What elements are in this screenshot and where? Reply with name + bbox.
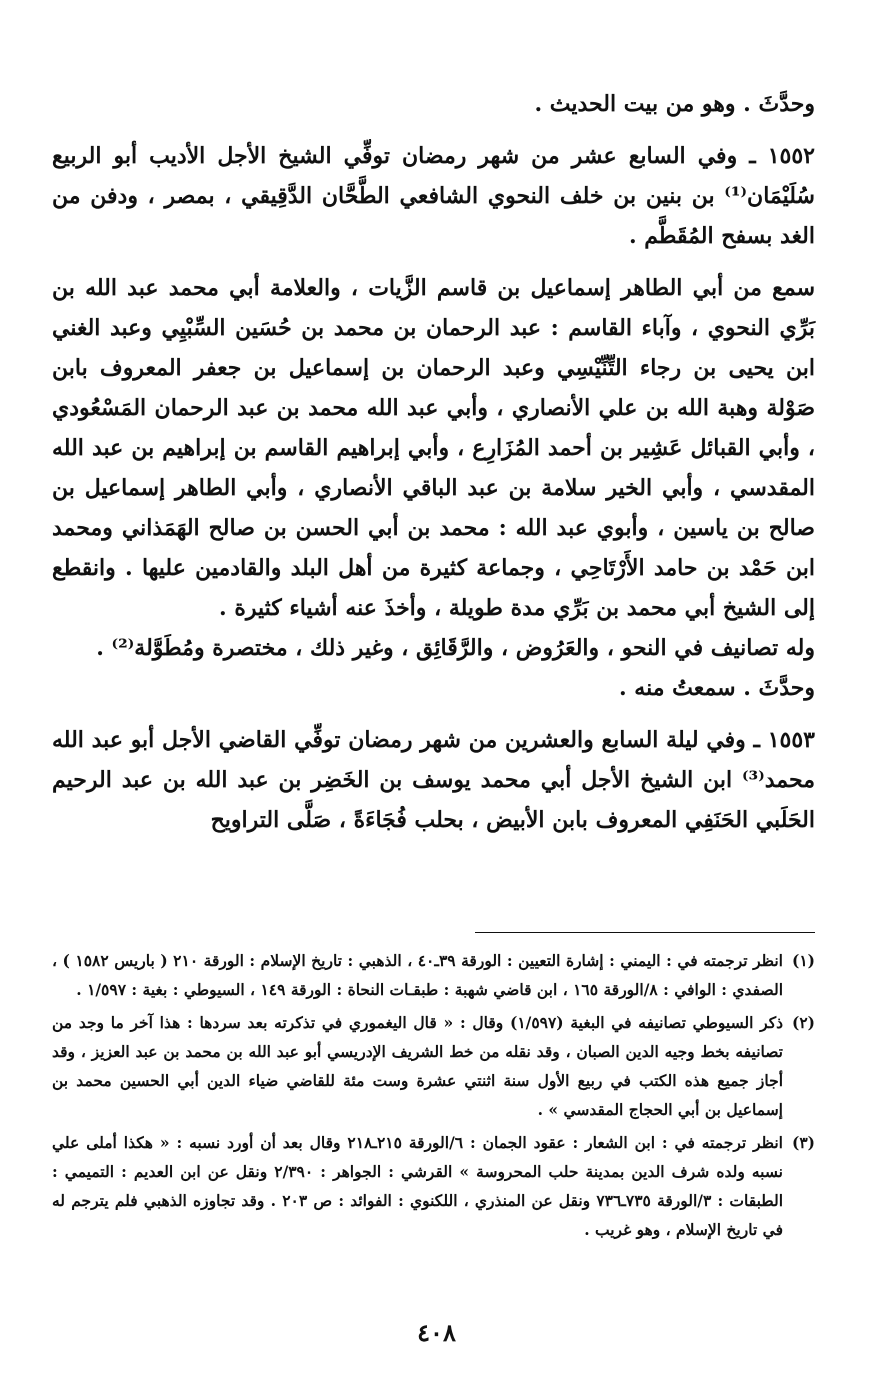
entry-1552-teachers: سمع من أبي الطاهر إسماعيل بن قاسم الزَّيات ، والعلامة أبي محمد عبد الله بن بَرِّي النحوي ، وآباء القاسم : عبد الرحمان بن محمد بن حُسَين السِّبْيِي وعبد الغني ابن يحيى بن رجاء التِّنِّيْسِي وعبد الرحمان بن إسماعيل بن جعفر المعروف بابن صَوْلة وهبة الله بن علي الأنصاري ، وأبي عبد الله محمد بن عبد الرحمان المَسْعُودي ، وأبي القبائل عَشِير بن أحمد المُزَارِع ، وأبي إبراهيم القاسم بن إبراهيم بن عبد الله المقدسي ، وأبي الخير سلامة بن عبد الباقي الأنصاري ، وأبي الطاهر إسماعيل بن صالح بن ياسين ، وأبوي عبد الله : محمد بن أبي الحسن بن صالح الهَمَذاني ومحمد ابن حَمْد بن حامد الأَرْتَاحِي ، وجماعة كثيرة من أهل البلد والقادمين عليها . وانقطع إلى الشيخ أبي محمد بن بَرِّي مدة طويلة ، وأخذَ عنه أشياء كثيرة . <box>52 275 816 621</box>
entry-1552-works: وله تصانيف في النحو ، والعَرُوض ، والرَّقَائِق ، وغير ذلك ، مختصرة ومُطَوَّلة⁽²⁾ . <box>96 635 815 661</box>
footnotes <box>52 946 815 1248</box>
main-text <box>52 84 815 840</box>
paragraph-gap <box>52 124 815 136</box>
footnote-1 <box>52 946 815 1004</box>
footnote-1-text: انظر ترجمته في : اليمني : إشارة التعيين : الورقة ٣٩ـ٤٠ ، الذهبي : تاريخ الإسلام : الورقة ٢١٠ ( باريس ١٥٨٢ ) ، الصفدي : الوافي : ٨/الورقة ١٦٥ ، ابن قاضي شهبة : طبقـات النحاة : الورقة ١٤٩ ، السيوطي : بغية : ١/٥٩٧ . <box>52 951 783 999</box>
footnote-2 <box>52 1008 815 1124</box>
paragraph-continuation: وحدَّثَ . وهو من بيت الحديث . <box>534 91 815 117</box>
entry-1552: ١٥٥٢ ـ وفي السابع عشر من شهر رمضان توفِّي الشيخ الأجل الأديب أبو الربيع سُلَيْمَان⁽¹⁾ بن بنين بن خلف النحوي الشافعي الطَّحَّان الدَّقِيقي ، بمصر ، ودفن من الغد بسفح المُقَطَّم . <box>52 143 815 249</box>
paragraph-gap <box>52 708 815 720</box>
footnote-3-mark: (٣) <box>791 1133 815 1152</box>
footnote-3 <box>52 1128 815 1244</box>
footnote-2-mark: (٢) <box>791 1013 815 1032</box>
entry-1553: ١٥٥٣ ـ وفي ليلة السابع والعشرين من شهر رمضان توفِّي القاضي الأجل أبو عبد الله محمد⁽³⁾ ابن الشيخ الأجل أبي محمد يوسف بن الخَضِر بن عبد الله بن عبد الرحيم الحَلَبي الحَنَفِي المعروف بابن الأبيض ، بحلب فُجَاءَةً ، صَلَّى التراويح <box>52 727 815 833</box>
footnote-3-text: انظر ترجمته في : ابن الشعار : عقود الجمان : ٦/الورقة ٢١٥ـ٢١٨ وقال بعد أن أورد نسبه : « هكذا أملى علي نسبه ولده شرف الدين بمدينة حلب المحروسة » القرشي : الجواهر : ٢/٣٩٠ ونقل عن ابن العديم : التميمي : الطبقات : ٣/الورقة ٧٣٥ـ٧٣٦ ونقل عن المنذري ، اللكنوي : الفوائد : ص ٢٠٣ . وقد تجاوزه الذهبي فلم يترجم له في تاريخ الإسلام ، وهو غريب . <box>52 1133 784 1239</box>
paragraph-gap <box>52 256 815 268</box>
footnote-1-mark: (١) <box>791 951 815 970</box>
footnote-2-text: ذكر السيوطي تصانيفه في البغية (١/٥٩٧) وقال : « قال اليغموري في تذكرته بعد سردها : هذا آخر ما وجد من تصانيفه بخط وجيه الدين الصبان ، وقد نقله من خط الشريف الإدريسي أبو عبد الله بن محمد بن عبد العزيز ، وقد أجاز جميع هذه الكتب في ربيع الأول سنة اثنتي عشرة وست مئة للقاضي ضياء الدين أبي الحسين محمد بن إسماعيل بن أبي الحجاج المقدسي » . <box>52 1013 783 1119</box>
footnote-divider <box>475 932 815 933</box>
entry-1552-narration: وحدَّثَ . سمعتُ منه . <box>618 675 815 701</box>
page-number: ٤٠٨ <box>417 1318 456 1347</box>
